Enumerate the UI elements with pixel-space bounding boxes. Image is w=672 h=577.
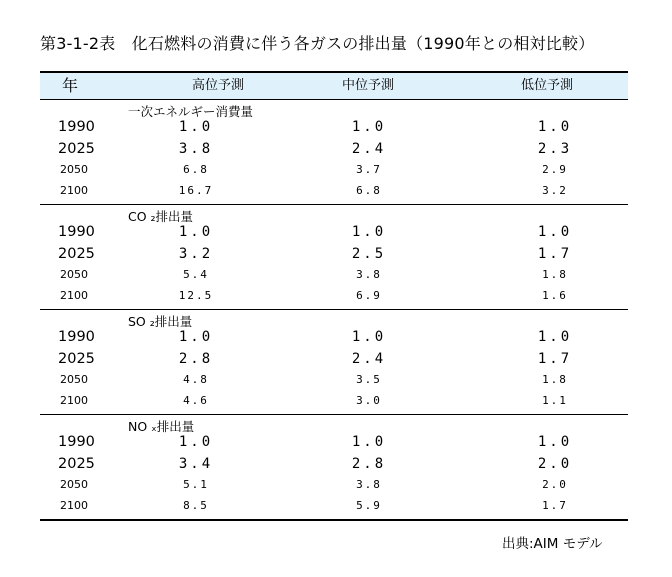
emissions-table: [40, 71, 628, 521]
cell-year: 2025: [58, 141, 95, 157]
table-row: [40, 265, 628, 285]
cell-high: 4.8: [183, 373, 209, 386]
cell-year: 2025: [58, 456, 95, 472]
source-note: 出典:AIM モデル: [502, 536, 603, 552]
cell-year: 2050: [60, 163, 88, 176]
cell-low: 2.9: [542, 163, 568, 176]
cell-low: 1.7: [537, 351, 573, 367]
cell-mid: 1.0: [351, 329, 387, 345]
table-bottom-rule: [40, 519, 628, 521]
cell-year: 2050: [60, 478, 88, 491]
cell-high: 1.0: [178, 329, 214, 345]
cell-low: 1.0: [537, 224, 573, 240]
cell-year: 2100: [60, 499, 88, 512]
table-row: [40, 349, 628, 369]
cell-low: 1.6: [542, 289, 568, 302]
cell-mid: 3.8: [356, 268, 382, 281]
cell-year: 2050: [60, 268, 88, 281]
cell-high: 3.8: [178, 141, 214, 157]
cell-high: 1.0: [178, 224, 214, 240]
cell-mid: 3.7: [356, 163, 382, 176]
cell-high: 12.5: [178, 289, 214, 302]
cell-mid: 3.8: [356, 478, 382, 491]
table-row: [40, 475, 628, 495]
cell-mid: 6.9: [356, 289, 382, 302]
cell-low: 1.1: [542, 394, 568, 407]
cell-low: 1.0: [537, 119, 573, 135]
cell-mid: 2.4: [351, 351, 387, 367]
cell-year: 2025: [58, 351, 95, 367]
cell-low: 3.2: [542, 184, 568, 197]
cell-mid: 1.0: [351, 119, 387, 135]
cell-high: 4.6: [183, 394, 209, 407]
cell-low: 2.0: [542, 478, 568, 491]
table-row: [40, 160, 628, 180]
table-row: [40, 139, 628, 159]
section-primary-energy: [40, 100, 628, 204]
cell-low: 2.3: [537, 141, 573, 157]
table-row: [40, 286, 628, 306]
section-label: 一次エネルギー消費量: [128, 104, 254, 119]
cell-mid: 2.8: [351, 456, 387, 472]
cell-mid: 3.0: [356, 394, 382, 407]
cell-year: 2050: [60, 373, 88, 386]
section-label: SO ₂排出量: [128, 314, 193, 329]
cell-high: 5.4: [183, 268, 209, 281]
cell-low: 1.8: [542, 268, 568, 281]
cell-high: 2.8: [178, 351, 214, 367]
cell-high: 1.0: [178, 119, 214, 135]
header-high: 高位予測: [191, 78, 245, 93]
section-so2: [40, 309, 628, 414]
table-title: 第3-1-2表 化石燃料の消費に伴う各ガスの排出量（1990年との相対比較）: [40, 34, 595, 53]
cell-year: 2025: [58, 246, 95, 262]
cell-year: 1990: [58, 434, 95, 450]
cell-low: 2.0: [537, 456, 573, 472]
cell-high: 16.7: [178, 184, 214, 197]
cell-mid: 2.5: [351, 246, 387, 262]
table-row: [40, 117, 628, 137]
cell-year: 1990: [58, 329, 95, 345]
cell-mid: 1.0: [351, 434, 387, 450]
section-label: NO ₓ排出量: [128, 419, 195, 434]
cell-mid: 1.0: [351, 224, 387, 240]
table-row: [40, 244, 628, 264]
cell-high: 3.2: [178, 246, 214, 262]
cell-year: 2100: [60, 394, 88, 407]
section-label: CO ₂排出量: [128, 209, 194, 224]
cell-mid: 5.9: [356, 499, 382, 512]
cell-mid: 2.4: [351, 141, 387, 157]
cell-year: 2100: [60, 184, 88, 197]
table-row: [40, 327, 628, 347]
table-row: [40, 496, 628, 516]
header-mid: 中位予測: [341, 78, 395, 93]
table-row: [40, 222, 628, 242]
cell-low: 1.7: [537, 246, 573, 262]
cell-low: 1.0: [537, 434, 573, 450]
header-year: 年: [61, 76, 79, 95]
table-row: [40, 432, 628, 452]
cell-high: 3.4: [178, 456, 214, 472]
cell-mid: 3.5: [356, 373, 382, 386]
cell-high: 1.0: [178, 434, 214, 450]
cell-low: 1.7: [542, 499, 568, 512]
cell-year: 1990: [58, 119, 95, 135]
table-row: [40, 370, 628, 390]
cell-mid: 6.8: [356, 184, 382, 197]
cell-low: 1.8: [542, 373, 568, 386]
cell-low: 1.0: [537, 329, 573, 345]
header-low: 低位予測: [520, 78, 574, 93]
cell-year: 1990: [58, 224, 95, 240]
table-row: [40, 181, 628, 201]
cell-high: 8.5: [183, 499, 209, 512]
table-row: [40, 391, 628, 411]
cell-year: 2100: [60, 289, 88, 302]
cell-high: 5.1: [183, 478, 209, 491]
table-row: [40, 454, 628, 474]
table-header: [40, 71, 628, 100]
section-nox: [40, 414, 628, 519]
cell-high: 6.8: [183, 163, 209, 176]
section-co2: [40, 204, 628, 309]
